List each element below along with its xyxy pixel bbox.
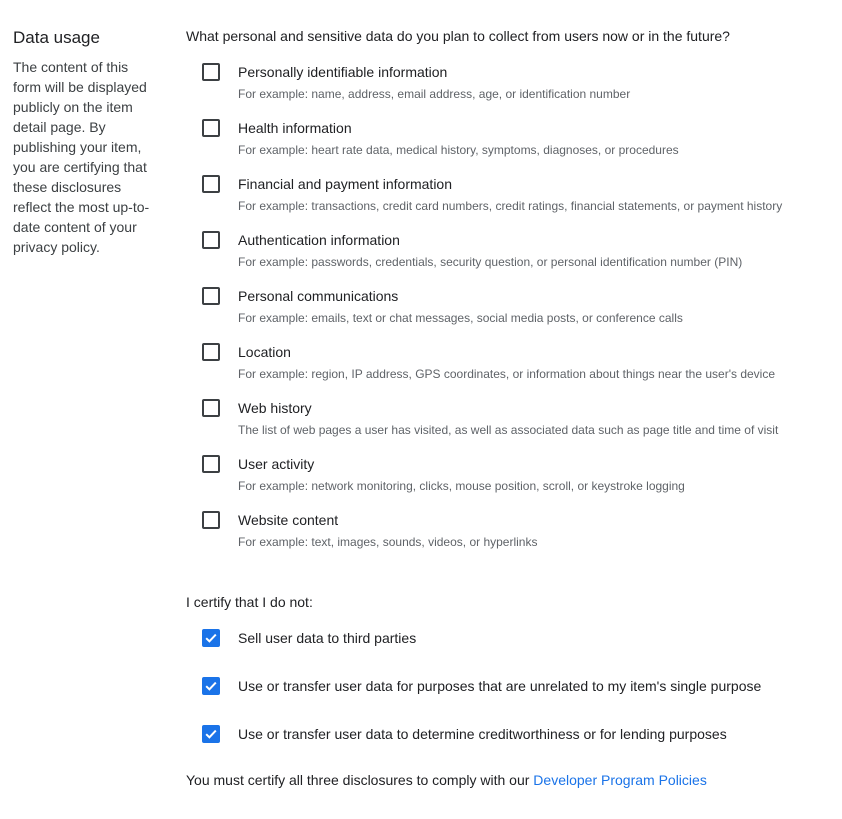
certification-options [186,628,836,772]
option-location[interactable] [186,342,836,398]
option-label[interactable]: Use or transfer user data to determine creditworthiness or for lending purposes [238,726,727,742]
checkbox[interactable] [202,399,220,417]
checkbox[interactable] [202,629,220,647]
option-label[interactable]: Sell user data to third parties [238,630,417,646]
option-communications[interactable] [186,286,836,342]
option-label[interactable]: Authentication information [238,232,400,248]
option-authentication[interactable] [186,230,836,286]
section-description: The content of this form will be displayed publicly on the item detail page. By publishing your item, you are certifying that these disclosures reflect the most up-to-date content of your privacy policy. [13,59,150,255]
cert-no-sell-data[interactable] [186,628,836,676]
checkbox[interactable] [202,119,220,137]
certify-heading: I certify that I do not: [186,594,313,610]
checkbox[interactable] [202,287,220,305]
option-label[interactable]: Health information [238,120,352,136]
option-label[interactable]: Personally identifiable information [238,64,448,80]
option-description: For example: text, images, sounds, videos, or hyperlinks [238,535,538,549]
data-usage-form [186,26,836,790]
footer-text: You must certify all three disclosures to comply with our [186,772,530,788]
option-label[interactable]: Personal communications [238,288,399,304]
option-description: For example: heart rate data, medical history, symptoms, diagnoses, or procedures [238,143,679,157]
option-label[interactable]: Use or transfer user data for purposes that are unrelated to my item's single purpose [238,678,762,694]
option-label[interactable]: Website content [238,512,339,528]
option-health[interactable] [186,118,836,174]
option-label[interactable]: Financial and payment information [238,176,453,192]
checkmark-icon [204,679,218,693]
option-description: For example: region, IP address, GPS coordinates, or information about things near the user's device [238,367,776,381]
option-personally-identifiable[interactable] [186,62,836,118]
collection-options [186,62,836,566]
option-user-activity[interactable] [186,454,836,510]
option-label[interactable]: Web history [238,400,312,416]
checkbox[interactable] [202,455,220,473]
certification-footer [186,770,836,790]
option-financial[interactable] [186,174,836,230]
sidebar [13,27,159,257]
option-description: For example: transactions, credit card numbers, credit ratings, financial statements, or payment history [238,199,783,213]
checkbox[interactable] [202,175,220,193]
section-title: Data usage [13,28,100,47]
option-web-history[interactable] [186,398,836,454]
checkbox[interactable] [202,63,220,81]
option-description: For example: emails, text or chat messages, social media posts, or conference calls [238,311,683,325]
checkmark-icon [204,727,218,741]
checkbox[interactable] [202,725,220,743]
checkbox[interactable] [202,677,220,695]
option-website-content[interactable] [186,510,836,566]
collection-question: What personal and sensitive data do you plan to collect from users now or in the future? [186,28,730,44]
cert-no-unrelated-use[interactable] [186,676,836,724]
option-description: For example: passwords, credentials, security question, or personal identification number (PIN) [238,255,743,269]
option-description: The list of web pages a user has visited, as well as associated data such as page title and time of visit [238,423,779,437]
checkbox[interactable] [202,231,220,249]
checkmark-icon [204,631,218,645]
option-label[interactable]: User activity [238,456,315,472]
cert-no-creditworthiness[interactable] [186,724,836,772]
developer-program-policies-link[interactable]: Developer Program Policies [533,772,707,788]
checkbox[interactable] [202,511,220,529]
option-description: For example: name, address, email address, age, or identification number [238,87,631,101]
option-description: For example: network monitoring, clicks, mouse position, scroll, or keystroke logging [238,479,685,493]
checkbox[interactable] [202,343,220,361]
option-label[interactable]: Location [238,344,291,360]
